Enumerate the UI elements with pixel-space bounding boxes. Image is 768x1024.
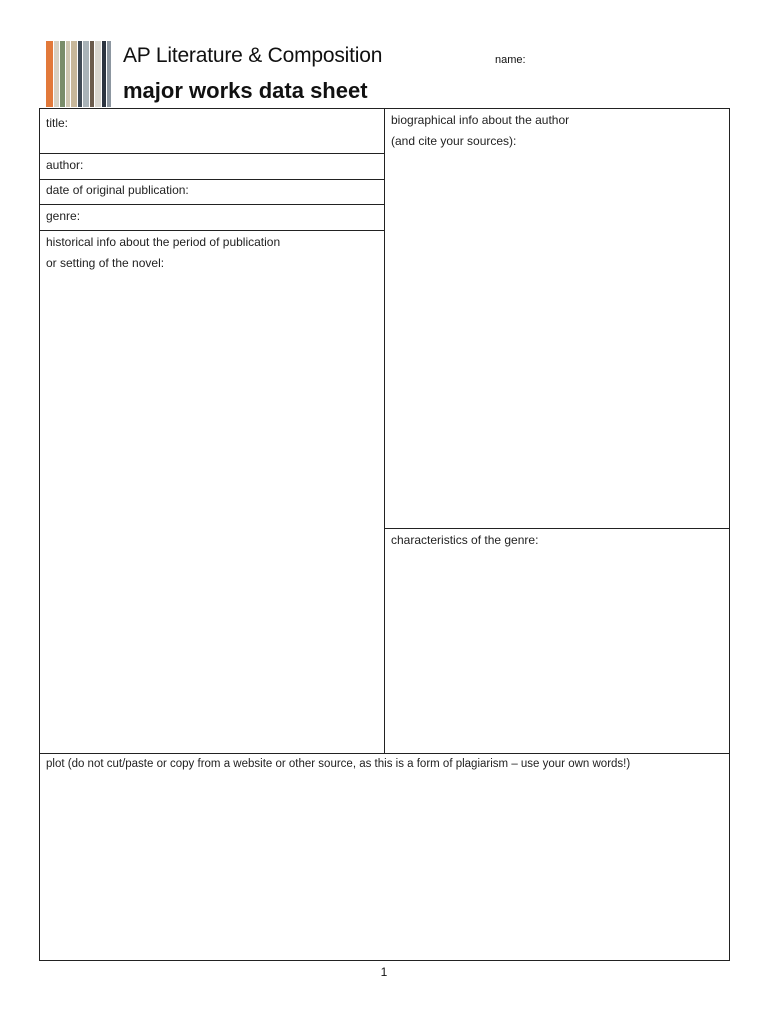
author-field[interactable] [39, 153, 385, 180]
publication-date-field-label: date of original publication: [46, 183, 189, 197]
historical-info-label-line2: or setting of the novel: [46, 256, 165, 270]
genre-field-label: genre: [46, 209, 81, 223]
plot-field[interactable] [39, 753, 730, 961]
publication-date-field[interactable] [39, 179, 385, 205]
book-spine [90, 41, 95, 107]
genre-characteristics-field[interactable] [384, 528, 730, 754]
book-spine [102, 41, 107, 107]
page-number: 1 [380, 965, 388, 979]
genre-field[interactable] [39, 204, 385, 231]
book-spine [46, 41, 53, 107]
biographical-info-label-line2: (and cite your sources): [391, 134, 517, 148]
book-spine [66, 41, 70, 107]
book-spine [71, 41, 77, 107]
page-title: AP Literature & Composition [123, 44, 383, 67]
title-field-label: title: [46, 116, 69, 130]
genre-characteristics-label: characteristics of the genre: [391, 533, 539, 547]
book-spine [95, 41, 101, 107]
book-spine [78, 41, 83, 107]
author-field-label: author: [46, 158, 84, 172]
name-label: name: [495, 54, 526, 66]
page-subtitle: major works data sheet [123, 78, 368, 103]
book-stack-image [46, 41, 111, 107]
book-spine [54, 41, 59, 107]
biographical-info-label-line1: biographical info about the author [391, 113, 570, 127]
biographical-info-field[interactable] [384, 108, 730, 529]
book-spine [83, 41, 89, 107]
plot-field-label: plot (do not cut/paste or copy from a website or other source, as this is a form of plagiarism – use your own words!) [46, 758, 631, 770]
historical-info-label-line1: historical info about the period of publication [46, 235, 281, 249]
title-field[interactable] [39, 108, 385, 154]
book-spine [60, 41, 66, 107]
book-spine [107, 41, 111, 107]
historical-info-field[interactable] [39, 230, 385, 754]
